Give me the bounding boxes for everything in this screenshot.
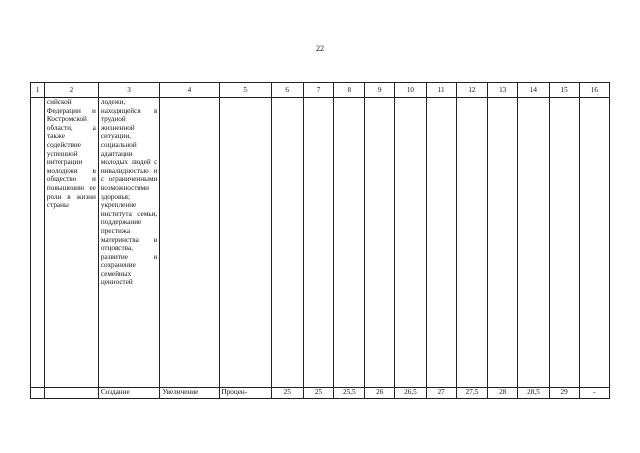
table-cell (31, 98, 45, 388)
table-cell (160, 98, 219, 388)
table-cell: Процен- (219, 388, 271, 399)
value-cell: 26 (365, 388, 395, 399)
header-cell: 13 (488, 83, 518, 98)
value-cell: 28 (488, 388, 518, 399)
table-cell (44, 388, 98, 399)
value-cell: 27,5 (456, 388, 487, 399)
value-cell: - (579, 388, 609, 399)
header-cell: 3 (98, 83, 159, 98)
table-cell (456, 98, 487, 388)
table-cell (44, 98, 98, 388)
value-cell: 28,5 (518, 388, 549, 399)
header-cell: 8 (334, 83, 365, 98)
table-cell: Увеличение (160, 388, 219, 399)
header-cell: 9 (365, 83, 395, 98)
header-cell: 10 (395, 83, 426, 98)
header-cell: 7 (303, 83, 334, 98)
table-cell (365, 98, 395, 388)
table-cell (488, 98, 518, 388)
table-cell (271, 98, 303, 388)
header-cell: 14 (518, 83, 549, 98)
header-cell: 4 (160, 83, 219, 98)
table-cell (31, 388, 45, 399)
page-number: 22 (316, 44, 324, 53)
table-cell: Создание (98, 388, 159, 399)
task-text: лодежи, находящейся в трудной жизненной ситуации, социальной адаптации молодых людей с инвалидностью и с ограниченными возможностями здоровья; укрепление института семьи, поддержание престижа материнства и отцовства, развитие и сохранение семейных ценностей (100, 98, 158, 287)
header-cell: 16 (579, 83, 609, 98)
header-cell: 15 (549, 83, 579, 98)
header-cell: 11 (426, 83, 456, 98)
header-cell: 2 (44, 83, 98, 98)
header-row (31, 83, 610, 98)
table-cell (303, 98, 334, 388)
data-table (30, 82, 610, 399)
table-cell (579, 98, 609, 388)
table-cell (219, 98, 271, 388)
value-cell: 26,5 (395, 388, 426, 399)
table-row (31, 388, 610, 399)
value-cell: 27 (426, 388, 456, 399)
table-cell (549, 98, 579, 388)
header-cell: 6 (271, 83, 303, 98)
header-cell: 5 (219, 83, 271, 98)
value-cell: 29 (549, 388, 579, 399)
value-cell: 25,5 (334, 388, 365, 399)
table-cell (518, 98, 549, 388)
goal-text: сийской Федерации и Костромской области, а также содействие успешной интеграции молодежи в общество и повышению ее роли в жизни страны (46, 98, 96, 210)
value-cell: 25 (271, 388, 303, 399)
value-cell: 25 (303, 388, 334, 399)
table-cell (426, 98, 456, 388)
header-cell: 1 (31, 83, 45, 98)
table-cell (395, 98, 426, 388)
header-cell: 12 (456, 83, 487, 98)
table-row (31, 98, 610, 388)
table-cell (334, 98, 365, 388)
table-cell (98, 98, 159, 388)
